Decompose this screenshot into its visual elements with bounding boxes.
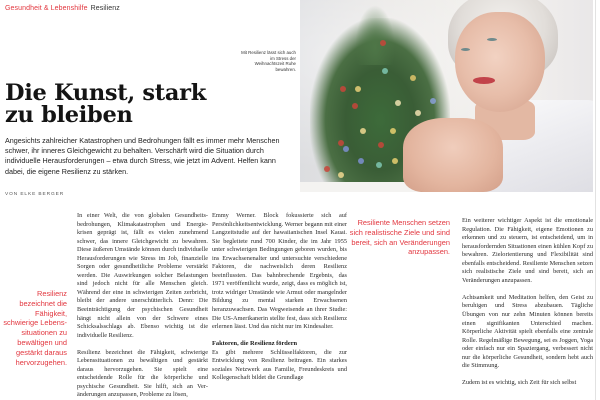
photo-caption: Mit Resilienz lässt sich auch im Stress der Weihnachtszeit Ruhe bewahren. — [241, 50, 296, 72]
ornament — [410, 75, 416, 81]
ornament — [338, 140, 344, 146]
ornament — [378, 142, 384, 148]
ornament — [376, 162, 382, 168]
ornament — [382, 68, 388, 74]
body-column-2 — [212, 212, 347, 391]
paragraph: Achtsamkeit und Meditation helfen, den Geist zu beruhigen und Stress abzubauen. Tägliche Übungen von nur zehn Minuten können bereits einen signifikanten Unterschied machen. Körperliche Aktivität spielt ebenfalls eine zentrale Rolle. Regelmäßige Bewegung, sei es Joggen, Yoga oder einfach nur ein Spaziergang, verbessert nicht nur die körperliche Gesundheit, sondern hebt auch die Stimmung. — [462, 293, 593, 370]
pullquote-middle: Resiliente Menschen setzen sich realistische Ziele und sind bereit, sich an Veränderungen anzupassen. — [349, 218, 450, 257]
ornament — [343, 146, 349, 152]
ornament — [390, 128, 396, 134]
paragraph: Emmy Werner. Block fokussierte sich auf Persönlichkeitsentwicklung. Werner begann mit einer Langzeitstudie auf der hawaiianischen Insel Kauai. Sie begleitete rund 700 Kinder, die im Jahr 1955 unter schwierigen Bedingungen geboren wurden, bis ins Erwachsenenalter und untersuchte verschiedene Faktoren, die nachweislich deren Resilienz beeinflussten. Das bahnbrechende Ergebnis, das 1971 veröffentlicht wurde, zeigt, dass es möglich ist, trotz widriger Umstände wie Armut oder mangelnder Bildung zu mental starken Erwachsenen heranzuwachsen. Das Wegweisende an ihrer Studie: Die US-Amerikanerin stellte fest, dass sich Resilienz erlernen lässt. Und das nicht nur im Kindesalter. — [212, 212, 347, 331]
ornament — [340, 86, 346, 92]
eye — [461, 48, 470, 51]
paragraph: Es gibt mehrere Schlüsselfaktoren, die zur Entwicklung von Resilienz beitragen. Ein starkes soziales Netzwerk aus Familie, Freundeskreis und Kollegenschaft bildet die Grundlage — [212, 348, 347, 382]
ornament — [395, 100, 401, 106]
lips — [473, 77, 495, 84]
ornament — [324, 166, 330, 172]
paragraph: Resilienz bezeichnet die Fähigkeit, schwierige Lebenssituationen zu bewältigen und gestärkt daraus hervorzugehen. Sie spielt eine entscheidende Rolle für die körperliche und psychische Gesundheit. Sie hilft, sich an Veränderungen anzupassen, Probleme zu lösen, — [77, 348, 208, 399]
ornament — [360, 128, 366, 134]
article-photo — [300, 0, 593, 192]
paragraph: Ein weiterer wichtiger Aspekt ist die emotionale Regulation. Die Fähigkeit, eigene Emotionen zu erkennen und zu steuern, ist entscheidend, um in herausfordernden Situationen einen kühlen Kopf zu bewahren. Zielorientierung und Flexibilität sind ebenfalls entscheidend. Resiliente Menschen setzen sich realistische Ziele und sind bereit, sich an Veränderungen anzupassen. — [462, 217, 593, 284]
body-column-3 — [462, 217, 593, 396]
section-label: Gesundheit & Lebenshilfe — [5, 5, 88, 12]
window-sill — [300, 182, 420, 192]
ornament — [392, 158, 398, 164]
eye — [487, 38, 497, 41]
headline-line-2: zu bleiben — [5, 102, 133, 128]
pullquote-left: Resilienz bezeichnet die Fähigkeit, schwierige Lebenssituationen zu bewältigen und gestärkt daraus hervorzugehen. — [3, 289, 67, 367]
ornament — [358, 158, 364, 164]
christmas-tree-top — [355, 5, 395, 65]
paragraph: In einer Welt, die von globalen Gesundheitsbedrohungen, Klimakatastrophen und Energiekrisen geprägt ist, fällt es vielen zunehmend schwer, das innere Gleichgewicht zu bewahren. Diese äußeren Umstände können durch individuelle Herausforderungen wie Stress im Job, finanzielle Sorgen oder gesundheitliche Probleme verstärkt werden. Die Auswirkungen solcher Belastungen sind jedoch nicht für alle Menschen gleich. Während der eine in schwierigen Zeiten zerbricht, bleibt der andere unerschütterlich. Denn: Die Beeinträchtigung der psychischen Gesundheit hängt nicht allein von der Schwere eines Schicksalsschlags ab. Ebenso wichtig ist die individuelle Resilienz. — [77, 212, 208, 339]
section-kicker — [5, 5, 120, 12]
ornament — [338, 172, 344, 178]
headline-line-1: Die Kunst, stark — [5, 80, 206, 106]
ornament — [380, 40, 386, 46]
article-lead: Angesichts zahlreicher Katastrophen und Bedrohungen fällt es immer mehr Menschen schwer, ihr inneres Gleichgewicht zu behalten. Verschärft wird die Situation durch individuelle Herausforderungen – etwa durch Stress, wie jetzt im Advent. Helfen kann dabei, die eigene Resilienz zu stärken. — [5, 136, 280, 176]
face — [455, 12, 545, 112]
body-column-1 — [77, 212, 208, 400]
paragraph: Zudem ist es wichtig, sich Zeit für sich selbst — [462, 379, 577, 387]
ornament — [355, 86, 361, 92]
topic-label: Resilienz — [90, 5, 120, 12]
subheading: Faktoren, die Resilienz fördern — [212, 340, 298, 348]
byline: VON ELKE BERGER — [5, 192, 65, 197]
ornament — [415, 110, 421, 116]
hands — [403, 118, 503, 192]
page-edge-divider — [595, 0, 596, 400]
ornament — [430, 98, 436, 104]
ornament — [352, 103, 358, 109]
article-headline — [5, 82, 295, 126]
